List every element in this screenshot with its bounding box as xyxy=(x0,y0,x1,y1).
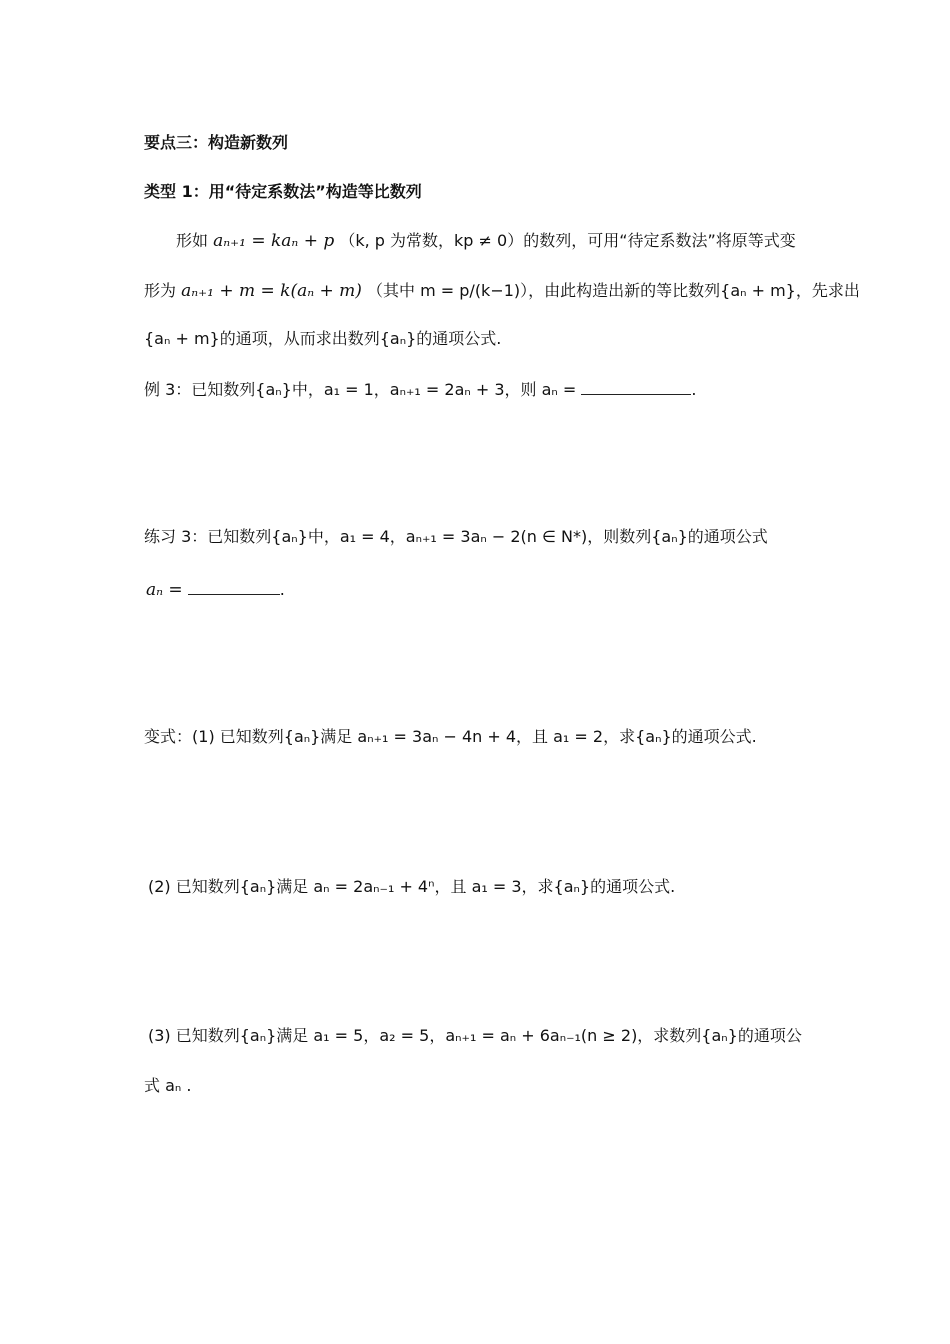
practice-3 xyxy=(144,525,768,549)
intro-line-1 xyxy=(176,229,796,253)
intro-formula-2: aₙ₊₁ + m = k(aₙ + m) xyxy=(181,281,362,301)
section-heading: 要点三：构造新数列 xyxy=(144,133,289,152)
intro-line-3: {aₙ + m}的通项，从而求出数列{aₙ}的通项公式. xyxy=(144,329,502,348)
example-3-label: 例 3： xyxy=(144,380,192,399)
practice-3-end: . xyxy=(279,580,285,599)
example-3-end: . xyxy=(691,380,697,399)
intro-line-2 xyxy=(144,279,860,303)
intro-suffix-2: ，由此构造出新的等比数列{aₙ + m}，先求出 xyxy=(528,281,860,300)
answer-blank[interactable] xyxy=(188,577,280,595)
variant-1 xyxy=(144,725,757,749)
type1-title: 类型 1：用“待定系数法”构造等比数列 xyxy=(144,182,422,201)
variant-label: 变式： xyxy=(144,727,193,746)
answer-blank[interactable] xyxy=(581,377,691,395)
intro-condition: （k, p 为常数，kp ≠ 0） xyxy=(339,231,524,250)
practice-3-text: 已知数列{aₙ}中，a₁ = 4，aₙ₊₁ = 3aₙ − 2(n ∈ N*)，则数列{aₙ}的通项公式 xyxy=(207,527,768,546)
intro-suffix: 的数列，可用“待定系数法”将原等式变 xyxy=(523,231,796,250)
intro-formula-1: aₙ₊₁ = kaₙ + p xyxy=(213,231,335,251)
practice-3-answer-label: aₙ = xyxy=(146,580,183,600)
variant-2: (2) 已知数列{aₙ}满足 aₙ = 2aₙ₋₁ + 4ⁿ，且 a₁ = 3，求{aₙ}的通项公式. xyxy=(148,877,676,896)
variant-item-1: (1) 已知数列{aₙ}满足 aₙ₊₁ = 3aₙ − 4n + 4，且 a₁ = 2，求{aₙ}的通项公式. xyxy=(192,727,757,746)
intro-prefix: 形如 xyxy=(176,231,209,250)
intro-prefix-2: 形为 xyxy=(144,281,177,300)
example-3-text: 已知数列{aₙ}中，a₁ = 1，aₙ₊₁ = 2aₙ + 3，则 aₙ = xyxy=(191,380,577,399)
variant-3-line-1: (3) 已知数列{aₙ}满足 a₁ = 5，a₂ = 5，aₙ₊₁ = aₙ + 6aₙ₋₁(n ≥ 2)，求数列{aₙ}的通项公 xyxy=(148,1026,802,1045)
variant-3-line-2: 式 aₙ . xyxy=(144,1076,192,1095)
practice-3-answer xyxy=(146,577,285,602)
intro-note: （其中 m = p/(k−1)） xyxy=(367,281,529,300)
practice-3-label: 练习 3： xyxy=(144,527,208,546)
example-3 xyxy=(144,377,696,402)
